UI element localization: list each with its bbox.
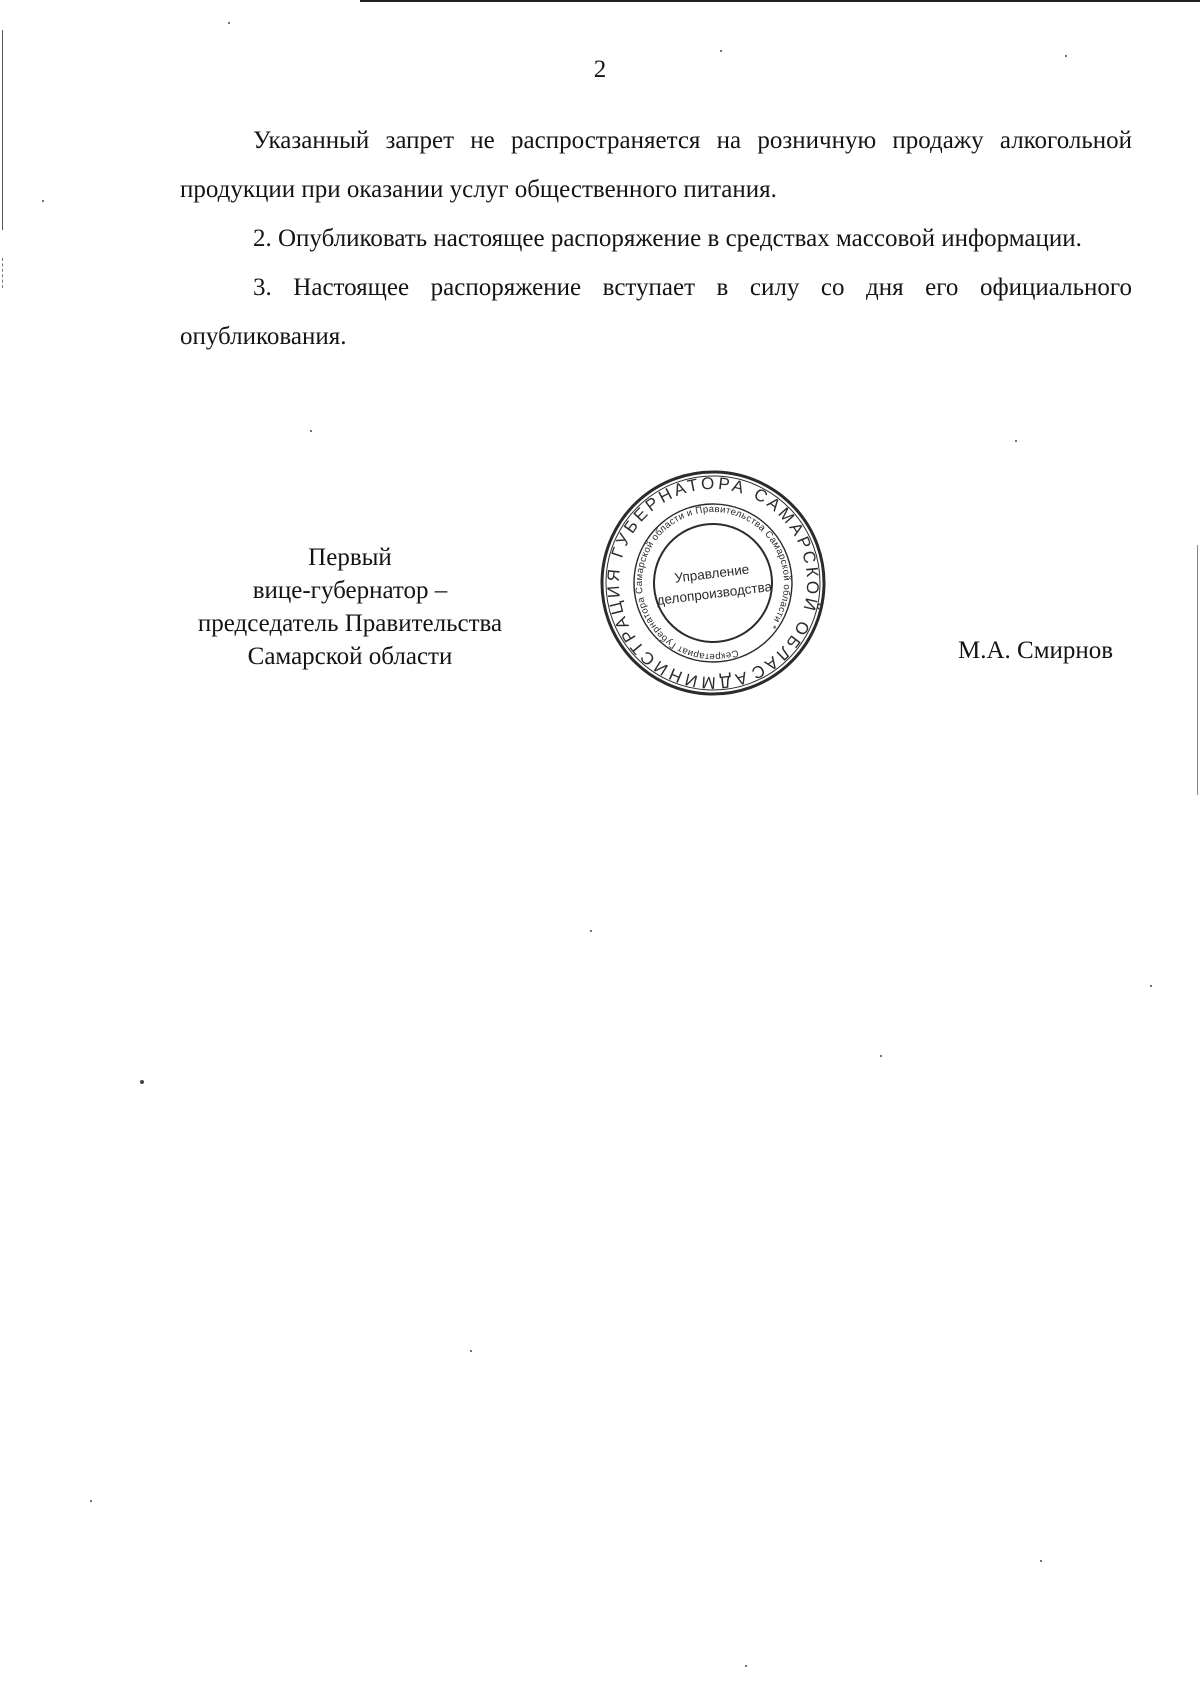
seal-outer-ring: [598, 468, 828, 698]
scan-speck: [720, 50, 722, 52]
scan-edge-right: [1197, 545, 1198, 795]
paragraph-effective-date: 3. Настоящее распоряжение вступает в силу со дня его официального опубликования.: [180, 274, 1132, 350]
signatory-title-line: вице-губернатор –: [252, 577, 448, 604]
scan-speck: [90, 1500, 92, 1502]
seal-outer-text: АДМИНИСТРАЦИЯ ГУБЕРНАТОРА САМАРСКОЙ ОБЛАСТИ: [603, 473, 823, 693]
signatory-title-line: Самарской области: [247, 643, 453, 670]
scan-speck: [590, 930, 592, 932]
scan-speck: [1150, 985, 1152, 987]
paragraph-restriction-exception: Указанный запрет не распространяется на розничную продажу алкогольной продукции при оказании услуг общественного питания.: [180, 127, 1132, 203]
seal-inner-text: Секретариат Губернатора Самарской области и Правительства Самарской области *: [633, 503, 793, 663]
paragraph-publish: 2. Опубликовать настоящее распоряжение в средствах массовой информации.: [253, 225, 1082, 252]
signatory-title-line: Первый: [308, 544, 392, 571]
document-body: [180, 116, 1132, 361]
scan-speck: [1015, 440, 1017, 442]
scan-speck: [1040, 1560, 1042, 1562]
scan-speck: [42, 200, 44, 202]
scan-speck: [310, 430, 312, 432]
scan-speck: [880, 1055, 882, 1057]
signatory-title-line: председатель Правительства: [197, 610, 503, 637]
scan-edge-left-dashed: [2, 258, 4, 288]
official-seal: [598, 468, 828, 698]
seal-center-line-2: делопроизводства: [655, 578, 773, 608]
scan-edge-top: [360, 0, 1200, 2]
seal-outer-ring-thin: [598, 468, 828, 698]
page-number: 2: [593, 56, 607, 83]
scan-speck: [745, 1665, 747, 1667]
scan-speck: [470, 1350, 472, 1352]
signatory-title: [160, 541, 540, 673]
signatory-name: М.А. Смирнов: [958, 637, 1114, 664]
scan-speck: [140, 1080, 144, 1084]
scan-speck: [228, 22, 230, 24]
seal-center-line-1: Управление: [673, 561, 751, 586]
